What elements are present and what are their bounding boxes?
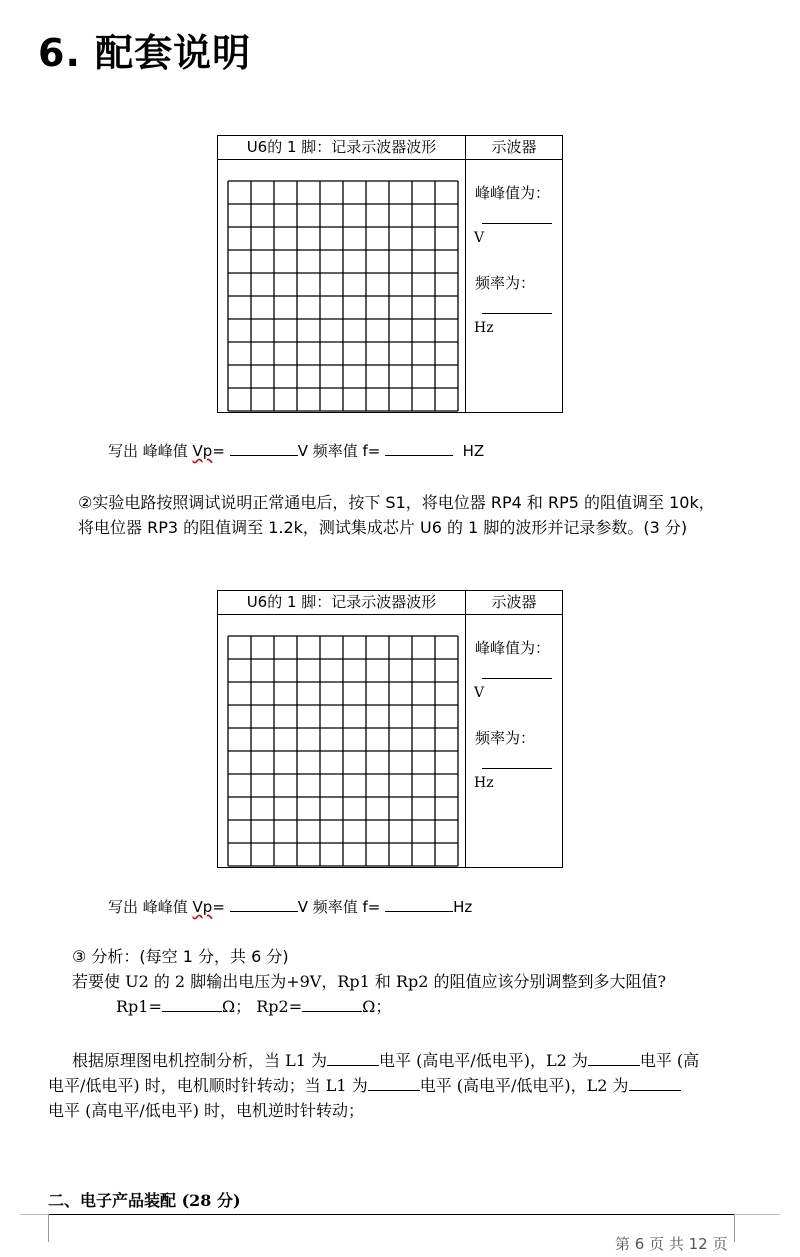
step2-line-2: 将电位器 RP3 的阻值调至 1.2k，测试集成芯片 U6 的 1 脚的波形并记录参数。(3 分) — [78, 518, 688, 537]
motor-line-3: 电平 (高电平/低电平) 时，电机逆时针转动； — [48, 1101, 365, 1120]
table-header-oscilloscope: 示波器 — [466, 591, 562, 615]
step2-paragraph — [78, 490, 715, 540]
freq-text: 频率值 f= — [307, 898, 386, 916]
waveform-grid — [227, 180, 459, 412]
motor-text: 电平 (高电平/低电平)，L2 为 — [419, 1076, 629, 1095]
motor-text: 电平 (高 — [639, 1051, 700, 1070]
freq-blank — [482, 313, 552, 314]
readings-cell — [466, 615, 562, 867]
v-unit: V — [297, 898, 308, 916]
l2-blank — [629, 1076, 681, 1091]
motor-text: 电平 (高电平/低电平)，L2 为 — [378, 1051, 588, 1070]
freq-blank — [385, 897, 453, 912]
table-header-waveform: U6的 1 脚：记录示波器波形 — [218, 591, 466, 615]
motor-text: 电平/低电平) 时，电机顺时针转动；当 L1 为 — [48, 1076, 368, 1095]
motor-line-1 — [48, 1048, 748, 1073]
vp-label: Vp — [192, 442, 213, 460]
l1-blank — [327, 1051, 379, 1066]
peak-label: 峰峰值为： — [475, 184, 551, 202]
hz-unit: HZ — [462, 442, 485, 460]
result-prefix: 写出 峰峰值 — [108, 898, 193, 916]
waveform-cell — [218, 160, 466, 412]
l1-blank — [368, 1076, 420, 1091]
result-line-1 — [108, 440, 484, 461]
rp2-label: Rp2= — [256, 997, 303, 1016]
rp-answer-line — [72, 994, 666, 1019]
peak-unit: V — [474, 230, 485, 246]
step3-question: 若要使 U2 的 2 脚输出电压为+9V，Rp1 和 Rp2 的阻值应该分别调整到多大阻值? — [72, 972, 667, 991]
freq-unit: Hz — [474, 775, 494, 791]
freq-text: 频率值 f= — [307, 442, 386, 460]
vp-blank — [230, 441, 298, 456]
peak-unit: V — [474, 685, 485, 701]
rp2-blank — [302, 997, 362, 1012]
l2-blank — [588, 1051, 640, 1066]
section-title: 6. 配套说明 — [38, 31, 252, 75]
result-eq: = — [212, 898, 230, 916]
rp1-blank — [162, 997, 222, 1012]
peak-blank — [482, 223, 552, 224]
oscilloscope-table-2 — [217, 590, 563, 868]
part2-title: 二、电子产品装配 (28 分) — [48, 1191, 241, 1210]
peak-label: 峰峰值为： — [475, 639, 551, 657]
rp1-label: Rp1= — [116, 997, 162, 1016]
margin-marker-left — [48, 1214, 49, 1242]
footer-rule — [48, 1214, 734, 1215]
margin-marker-right — [734, 1214, 735, 1242]
page-number: 第 6 页 共 12 页 — [615, 1235, 728, 1253]
waveform-cell — [218, 615, 466, 867]
result-prefix: 写出 峰峰值 — [108, 442, 193, 460]
readings-cell — [466, 160, 562, 412]
result-eq: = — [212, 442, 230, 460]
freq-label: 频率为： — [475, 274, 536, 292]
freq-blank — [482, 768, 552, 769]
step2-line-1: ②实验电路按照调试说明正常通电后，按下 S1，将电位器 RP4 和 RP5 的阻值调至 10k， — [78, 493, 715, 512]
v-unit: V — [297, 442, 308, 460]
freq-blank — [385, 441, 453, 456]
hz-unit: Hz — [453, 898, 473, 916]
table-header-oscilloscope: 示波器 — [466, 136, 562, 160]
vp-blank — [230, 897, 298, 912]
waveform-grid — [227, 635, 459, 867]
step3-block — [72, 944, 666, 1019]
motor-line-2 — [48, 1073, 748, 1098]
table-header-waveform: U6的 1 脚：记录示波器波形 — [218, 136, 466, 160]
rp1-unit: Ω； — [221, 997, 252, 1016]
result-line-2 — [108, 896, 472, 917]
freq-unit: Hz — [474, 320, 494, 336]
oscilloscope-table-1 — [217, 135, 563, 413]
peak-blank — [482, 678, 552, 679]
motor-paragraph — [48, 1048, 748, 1123]
vp-label: Vp — [192, 898, 213, 916]
freq-label: 频率为： — [475, 729, 536, 747]
motor-text: 根据原理图电机控制分析，当 L1 为 — [72, 1051, 327, 1070]
rp2-unit: Ω； — [362, 997, 392, 1016]
step3-heading: ③ 分析：(每空 1 分，共 6 分) — [72, 947, 289, 966]
